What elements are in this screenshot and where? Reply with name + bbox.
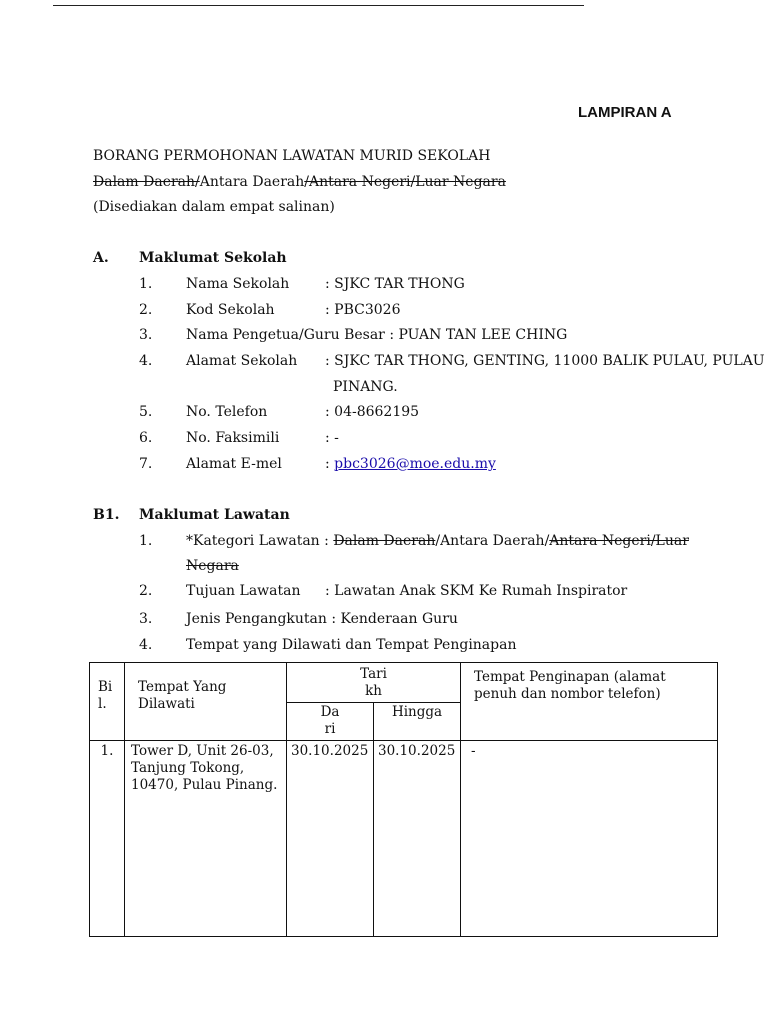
a-item-value: : SJKC TAR THONG, GENTING, 11000 BALIK PULAU, PULAU	[325, 353, 765, 369]
b1-item-num: 1.	[139, 533, 153, 549]
section-a-heading: Maklumat Sekolah	[139, 250, 287, 266]
a-item-value-cont: PINANG.	[333, 379, 398, 395]
a-item-value: : -	[325, 430, 339, 446]
a-item-value: : PBC3026	[325, 302, 401, 318]
a-item-value: : SJKC TAR THONG	[325, 276, 465, 292]
header-tarikh: Tari kh	[287, 663, 461, 703]
header-bil: Bi l.	[90, 663, 125, 741]
section-b1-letter: B1.	[93, 507, 120, 523]
email-link[interactable]: pbc3026@moe.edu.my	[334, 456, 496, 472]
section-a-letter: A.	[93, 250, 109, 266]
a-item-label: Kod Sekolah	[186, 302, 275, 318]
top-rule	[53, 5, 584, 6]
b1-item-label: Tempat yang Dilawati dan Tempat Penginapan	[186, 637, 517, 653]
a-item-label: No. Faksimili	[186, 430, 280, 446]
b1-item-num: 2.	[139, 583, 153, 599]
a-item-num: 1.	[139, 276, 153, 292]
a-item-label: Nama Sekolah	[186, 276, 290, 292]
section-b1-heading: Maklumat Lawatan	[139, 507, 290, 523]
row-hingga: 30.10.2025	[374, 741, 461, 937]
email-row	[325, 456, 496, 472]
visit-category-struck-antara-negeri: Antara Negeri/Luar	[549, 533, 689, 549]
table-row	[90, 741, 718, 937]
b1-item-num: 4.	[139, 637, 153, 653]
b1-item-num: 3.	[139, 611, 153, 627]
header-tempat: Tempat Yang Dilawati	[125, 663, 287, 741]
a-item-num: 5.	[139, 404, 153, 420]
visit-category-struck-negara: Negara	[186, 558, 239, 574]
visit-table	[89, 662, 718, 937]
a-item-num: 7.	[139, 456, 153, 472]
a-item-label: Alamat Sekolah	[186, 353, 298, 369]
a-item-label: Alamat E-mel	[186, 456, 282, 472]
row-penginapan: -	[461, 741, 718, 937]
lampiran-label: LAMPIRAN A	[578, 104, 672, 121]
header-dari: Da ri	[287, 703, 374, 741]
category-struck-antara-negeri: /Antara Negeri/Luar Negara	[304, 174, 506, 190]
b1-item-value: : Lawatan Anak SKM Ke Rumah Inspirator	[325, 583, 628, 599]
category-selected: Antara Daerah	[199, 174, 305, 190]
a-item-value: : 04-8662195	[325, 404, 420, 420]
header-hingga: Hingga	[374, 703, 461, 741]
row-tempat: Tower D, Unit 26-03, Tanjung Tokong, 10470, Pulau Pinang.	[125, 741, 287, 937]
a-item-num: 6.	[139, 430, 153, 446]
email-colon: :	[325, 456, 335, 472]
a-item-num: 3.	[139, 327, 153, 343]
header-penginapan: Tempat Penginapan (alamat penuh dan nombor telefon)	[461, 663, 718, 741]
b1-item-label: Jenis Pengangkutan : Kenderaan Guru	[186, 611, 458, 627]
a-item-label: Nama Pengetua/Guru Besar : PUAN TAN LEE CHING	[186, 327, 568, 343]
a-item-label: No. Telefon	[186, 404, 268, 420]
row-bil: 1.	[90, 741, 125, 937]
category-line	[93, 174, 506, 190]
a-item-num: 4.	[139, 353, 153, 369]
a-item-num: 2.	[139, 302, 153, 318]
copies-note: (Disediakan dalam empat salinan)	[93, 199, 335, 215]
visit-category-selected: /Antara Daerah/	[435, 533, 550, 549]
category-struck-dalam: Dalam Daerah/	[93, 174, 200, 190]
visit-category-line	[186, 533, 689, 549]
form-title: BORANG PERMOHONAN LAWATAN MURID SEKOLAH	[93, 148, 491, 164]
row-dari: 30.10.2025	[287, 741, 374, 937]
b1-item-label: Tujuan Lawatan	[186, 583, 301, 599]
visit-category-struck-dalam: Dalam Daerah	[333, 533, 436, 549]
visit-category-prefix: *Kategori Lawatan :	[186, 533, 334, 549]
